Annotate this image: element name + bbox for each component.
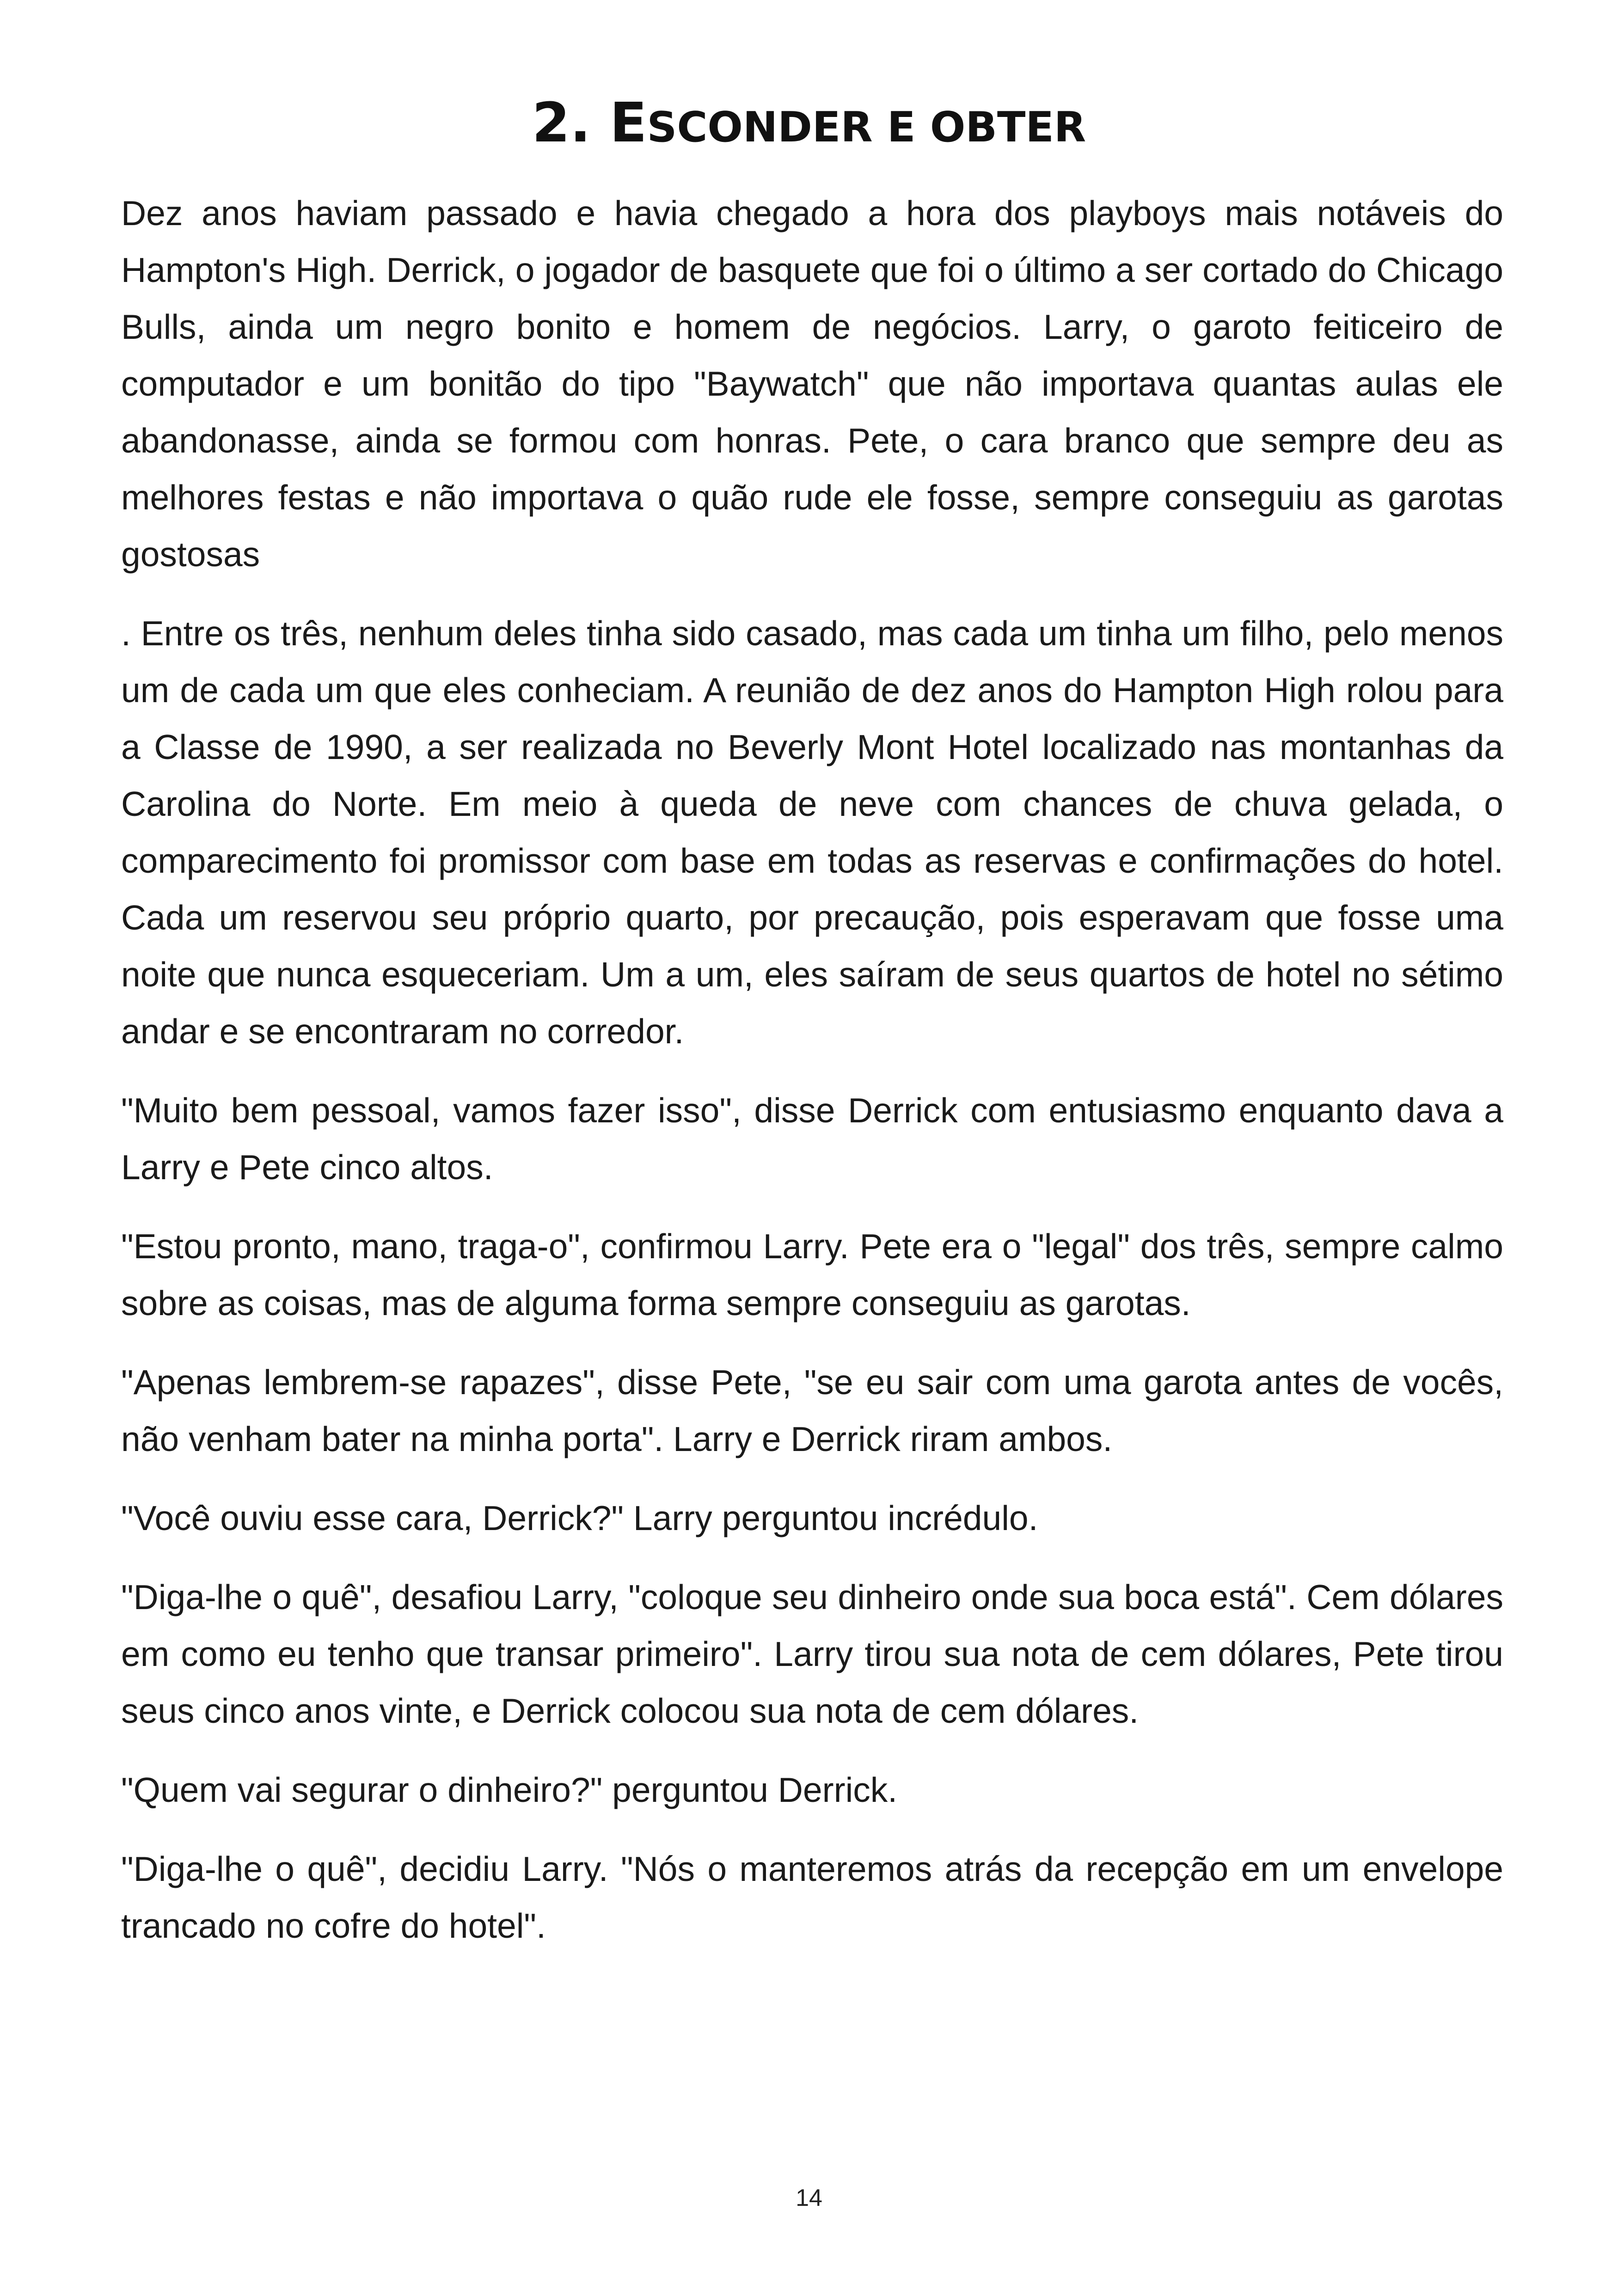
paragraph-6: "Você ouviu esse cara, Derrick?" Larry perguntou incrédulo. (121, 1499, 1038, 1537)
chapter-number: 2. (532, 91, 591, 154)
paragraph-4: "Estou pronto, mano, traga-o", confirmou Larry. Pete era o "legal" dos três, sempre calmo sobre as coisas, mas de alguma forma sempre conseguiu as garotas. (121, 1227, 1503, 1322)
paragraph-8: "Quem vai segurar o dinheiro?" perguntou Derrick. (121, 1770, 898, 1809)
chapter-title-initial: E (609, 91, 647, 154)
paragraph-3: "Muito bem pessoal, vamos fazer isso", disse Derrick com entusiasmo enquanto dava a Larry e Pete cinco altos. (121, 1091, 1503, 1187)
paragraph-5: "Apenas lembrem-se rapazes", disse Pete, "se eu sair com uma garota antes de vocês, não venham bater na minha porta". Larry e Derrick riram ambos. (121, 1363, 1503, 1458)
paragraph-9: "Diga-lhe o quê", decidiu Larry. "Nós o manteremos atrás da recepção em um envelope trancado no cofre do hotel". (121, 1849, 1503, 1945)
chapter-title (0, 88, 1618, 162)
chapter-title-rest: SCONDER E OBTER (647, 103, 1086, 152)
paragraph-7: "Diga-lhe o quê", desafiou Larry, "coloque seu dinheiro onde sua boca está". Cem dólares em como eu tenho que transar primeiro". Larry tirou sua nota de cem dólares, Pete tirou seus cinco anos vinte, e Derrick colocou sua nota de cem dólares. (121, 1578, 1503, 1730)
paragraph-1: Dez anos haviam passado e havia chegado a hora dos playboys mais notáveis do Hampton's High. Derrick, o jogador de basquete que foi o último a ser cortado do Chicago Bulls, ainda um negro bonito e homem de negócios. Larry, o garoto feiticeiro de computador e um bonitão do tipo "Baywatch" que não importava quantas aulas ele abandonasse, ainda se formou com honras. Pete, o cara branco que sempre deu as melhores festas e não importava o quão rude ele fosse, sempre conseguiu as garotas gostosas (121, 194, 1503, 574)
body-text (121, 185, 1503, 1977)
page-number: 14 (796, 2185, 822, 2211)
paragraph-2: . Entre os três, nenhum deles tinha sido casado, mas cada um tinha um filho, pelo menos um de cada um que eles conheciam. A reunião de dez anos do Hampton High rolou para a Classe de 1990, a ser realizada no Beverly Mont Hotel localizado nas montanhas da Carolina do Norte. Em meio à queda de neve com chances de chuva gelada, o comparecimento foi promissor com base em todas as reservas e confirmações do hotel. Cada um reservou seu próprio quarto, por precaução, pois esperavam que fosse uma noite que nunca esqueceriam. Um a um, eles saíram de seus quartos de hotel no sétimo andar e se encontraram no corredor. (121, 614, 1503, 1051)
